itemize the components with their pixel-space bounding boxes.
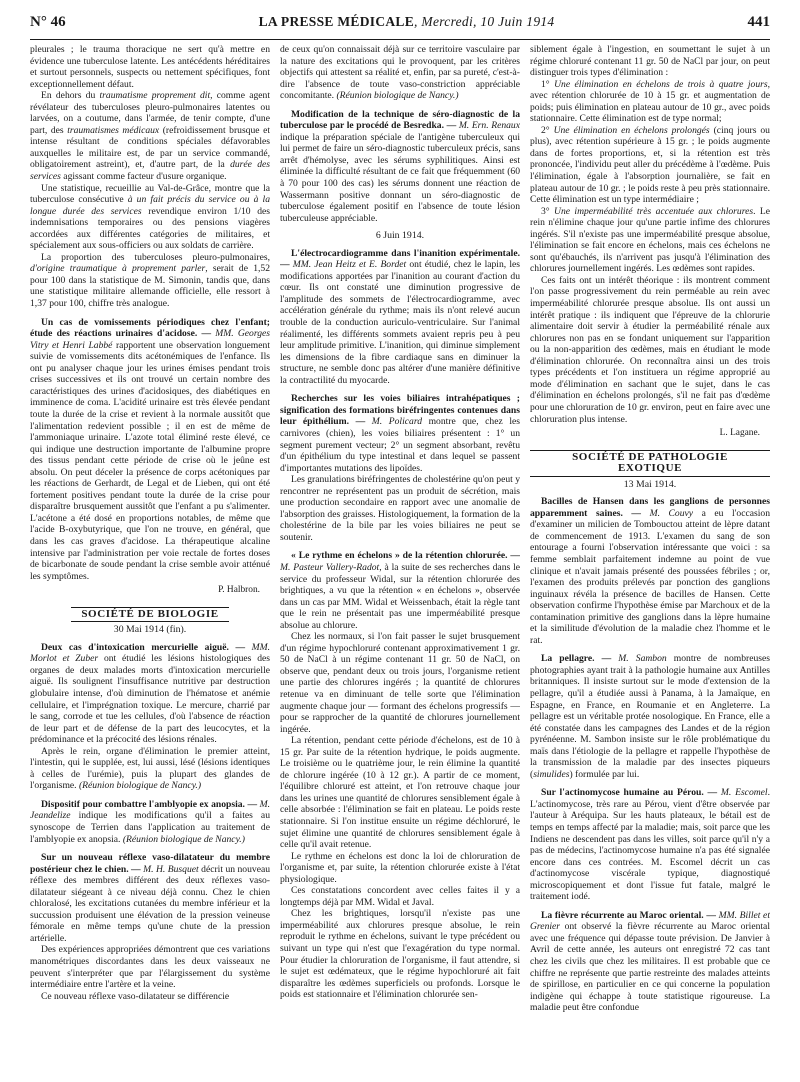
article-title: Bacilles de Hansen dans les ganglions de personnes apparemment saines. — bbox=[530, 496, 770, 519]
session-date: 6 Juin 1914. bbox=[375, 230, 425, 242]
article-rythme-echelons: « Le rythme en échelons » de la rétention chlorurée. — M. Pasteur Vallery-Radot, à la suite de ses recherches dans le service du professeur Widal, sur la rétention chlorurée des brightiques, a vu que la rétention « en échelons », observée dans un cas par MM. Widal et Weissenbach, était la règle tant que le rein ne présentait pas une imperméabilité presque absolue au chlorure. bbox=[280, 550, 520, 631]
issue-number: N° 46 bbox=[30, 14, 66, 30]
article-title: L'électrocardiogramme dans l'inanition expérimentale. — bbox=[280, 247, 520, 271]
article-authors: M. Escomel bbox=[720, 787, 768, 799]
article-title: Un cas de vomissements périodiques chez l'enfant; étude des réactions urinaires d'acidose. — bbox=[30, 316, 270, 340]
paragraph: Chez les normaux, si l'on fait passer le sujet brusquement d'un régime hypochloruré contenant approximativement 1 gr. 50 de NaCl à un régime contenant 11 gr. 50 de NaCl, on observe que, pendant deux ou trois jours, l'organisme retient une partie des chlorures ingérés ; la quantité de chlorures retenue va en diminuant de telle sorte que l'élimination augmente chaque jour — formant des échelons progressifs — pour se rapprocher de la quantité de chlorures journellement ingérée. bbox=[280, 631, 520, 735]
paragraph: Des expériences appropriées démontrent que ces variations manométriques discordantes dans les deux vaisseaux ne peuvent s'interpréter que par l'élargissement du système intermédiaire entre l'artère et la veine. bbox=[30, 944, 270, 991]
paragraph: de ceux qu'on connaissait déjà sur ce territoire vasculaire par la nature des excitations qui le provoquent, par les critères objectifs qui attestent sa réalité et, enfin, par sa pureté, c'est-à-dire l'absence de toute vaso-constriction appréciable concomitante. (Réunion biologique de Nancy.) bbox=[280, 44, 520, 102]
article-bacilles-hansen: Bacilles de Hansen dans les ganglions de personnes apparemment saines. — M. Couvy a eu l'occasion d'examiner un milicien de Tombouctou atteint de lèpre datant de commencement de 1913. L'examen du sang de son entourage a fourni l'observation intéressante que voici : sa femme semblait parfaitement indemne au point de vue clinique et n'avait jamais présenté des poussées fébriles ; or, l'examen des produits prélevés par ponction des ganglions inguinaux révéla la présence de bacilles de Hansen. Cette observation confirme l'hypothèse émise par Marchoux et de la contamination primitive des ganglions dans la lèpre humaine et la similitude d'évolution de la maladie chez l'homme et le rat. bbox=[530, 496, 770, 646]
paragraph: Ces faits ont un intérêt théorique : ils montrent comment l'on passe progressivement du rein perméable au rein avec imperméabilité chlorurée presque absolue. Ils ont aussi un intérêt pratique : ils indiquent que l'épreuve de la chlorurie alimentaire doit servir à étudier la perméabilité rénale aux chlorures non pas en se fondant uniquement sur l'apparition ou la non-apparition des œdèmes, mais en étudiant le mode d'élimination chlorurée. On reconnaîtra ainsi un des trois types précédents et l'on instituera un régime approprié au mode d'élimination en sachant que le sujet, dans le cas d'élimination en échelons prolongés, s'il ne fait pas d'œdème pour une chloruration de 10 gr. environ, peut en faire avec une chloruration plus intense. bbox=[530, 274, 770, 425]
journal-title-line bbox=[259, 14, 555, 30]
article-authors: MM. Georges Vitry et Henri Labbé bbox=[30, 328, 270, 351]
article-authors: M. Pasteur Vallery-Radot bbox=[280, 561, 380, 573]
paragraph: Ce nouveau réflexe vaso-dilatateur se différencie bbox=[41, 990, 230, 1002]
section-date: 13 Mai 1914. bbox=[623, 478, 677, 490]
article-authors: M. Jeandelize bbox=[30, 798, 270, 822]
paragraph: Ces constatations concordent avec celles faites il y a longtemps déjà par MM. Widal et Javal. bbox=[280, 885, 520, 908]
article-amblyopie: Dispositif pour combattre l'amblyopie ex anopsia. — M. Jeandelize indique les modifications qu'il a faites au synoscope de Terrien dans l'application au traitement de l'amblyopie ex anopsia. (Réunion biologique de Nancy.) bbox=[30, 798, 270, 845]
signature: P. Halbron. bbox=[218, 585, 260, 596]
article-title: « Le rythme en échelons » de la rétention chlorurée. — bbox=[291, 550, 520, 562]
paragraph: Le rythme en échelons est donc la loi de chloruration de l'organisme et, par suite, la rétention chlorurée existe à l'état physiologique. bbox=[280, 850, 520, 885]
page-header bbox=[30, 14, 770, 40]
article-voies-biliaires: Recherches sur les voies biliaires intrahépatiques ; signification des formations biréfringentes contenues dans leur épithélium. — M. Policard montre que, chez les carnivores (chien), les voies biliaires présentent : 1° un segment purement vecteur; 2° un segment absorbant, revêtu d'un épithélium du type intestinal et dans lequel se passent d'importantes mutations des lipoïdes. bbox=[280, 393, 520, 474]
section-heading: SOCIÉTÉ DE PATHOLOGIE EXOTIQUE bbox=[530, 450, 770, 477]
paragraph: 2° Une élimination en échelons prolongés (cinq jours ou plus), avec rétention supérieure à 15 gr. ; le poids augmente dans de fortes proportions, et, si la rétention est très prononcée, l'individu peut aller du précédème à l'œdème. Puis l'élimination, égale à l'absorption journalière, se fait en plateau autour de 10 gr. ; le poids reste à peu près stationnaire. Cette élimination est un type intermédiaire ; bbox=[530, 124, 770, 206]
paragraph: 1° Une élimination en échelons de trois à quatre jours, avec rétention chlorurée de 10 à 15 gr. et augmentation de poids; puis élimination en plateau autour de 10 gr., avec poids stationnaire. Cette élimination est de type normal; bbox=[530, 78, 770, 125]
article-electrocardiogramme: L'électrocardiogramme dans l'inanition expérimentale. — MM. Jean Heitz et E. Bordet ont étudié, chez le lapin, les modifications apportées par l'inanition au courant d'action du cœur. Ils ont constaté une diminution progressive de l'amplitude des sommets de l'électrocardiogramme, avec accélération générale du rythme; mais ils n'ont relevé aucun trouble de la conduction auriculo-ventriculaire. Sur l'animal réalimenté, les différents sommets avaient repris peu à peu leur amplitude primitive. L'inanition, qui diminue simplement les dimensions de la fibre cardiaque sans en diminuer la structure, ne semble donc pas altérer d'une manière définitive la contractilité du myocarde. bbox=[280, 247, 520, 386]
paragraph: Chez les brightiques, lorsqu'il n'existe pas une imperméabilité aux chlorures presque absolue, le rein reproduit le rythme en échelons, suivant le type précédent ou suivant un type qui n'est que l'exagération du type normal. Pour étudier la chloruration de l'organisme, il faut attendre, si le sujet est œdémateux, que le régime hypochloruré ait fait disparaître les œdèmes superficiels ou profonds. Lorsque le poids est stationnaire et l'élimination chlorurée sen- bbox=[280, 908, 520, 1001]
article-title: Modification de la technique de séro-diagnostic de la tuberculose par le procédé de Besredka. — bbox=[280, 108, 520, 132]
paragraph: pleurales ; le trauma thoracique ne sert qu'à mettre en évidence une tuberculose latente. Les antécédents héréditaires et surtout personnels, suspects ou nettement spécifiques, font exceptionnellement défaut. bbox=[30, 44, 270, 90]
article-authors: M. Couvy bbox=[649, 507, 694, 519]
column-2 bbox=[280, 44, 520, 1074]
page-number: 441 bbox=[747, 14, 770, 30]
article-pellagre: La pellagre. — M. Sambon montre de nombreuses photographies ayant trait à la pathologie humaine aux Antilles britanniques. Il insiste surtout sur le mode d'extension de la pellagre, qu'il a étudiée aussi à Panama, à la Jamaïque, en Espagne, en France, en Roumanie et en Angleterre. La pellagre est un véritable protée nosologique. En France, elle a été constatée dans les campagnes des Landes et de la région pyrénéenne. M. Sambon insiste sur le rôle problématique du maïs dans l'étiologie de la pellagre et rappelle l'hypothèse de la transmission de la maladie par des insectes piqueurs (simulides) formulée par lui. bbox=[530, 653, 770, 780]
article-authors: MM. Billet et Grenier bbox=[530, 909, 770, 933]
article-vomissements: Un cas de vomissements périodiques chez l'enfant; étude des réactions urinaires d'acidose. — MM. Georges Vitry et Henri Labbé rapportent une observation longuement suivie de vomissements dits acétonémiques de l'enfance. Ils ont pu analyser chaque jour les urines émises pendant trois crises successives et ils ont trouvé un certain nombre des caractéristiques des urines d'acidosiques, des diabétiques en imminence de coma. L'acidité urinaire est très élevée pendant toute la durée de la crise et revient à la normale aussitôt que l'alimentation redevient possible ; il en est de même de l'ammoniaque urinaire. L'azote total éliminé reste élevé, ce qui indique une destruction importante de l'albumine propre des tissus pendant cette période de crise où le jeûne est absolu. On peut déceler la présence de corps acétoniques par les réactions de Gerhardt, de Legal et de Lieben, qui ont été fortement positives pendant toute la durée de la crise pour disparaître brusquement aussitôt que l'enfant a pu s'alimenter. L'acétone a été dosé en proportions notables, de même que l'acide B-oxybutyrique, que l'on ne trouve, en général, que dans les cas graves d'acidose. La thérapeutique alcaline intensive par l'administration per voie rectale de fortes doses de bicarbonate de soude pendant la crise semble avoir atténué les symptômes. bbox=[30, 316, 270, 582]
article-authors: MM. Jean Heitz et E. Bordet bbox=[292, 259, 407, 271]
article-title: Sur l'actinomycose humaine au Pérou. — bbox=[541, 787, 721, 799]
article-intoxication: Deux cas d'intoxication mercurielle aiguë. — MM. Morlot et Zuber ont étudié les lésions histologiques des organes de deux malades morts d'intoxication mercurielle aiguë. Ils soulignent l'insuffisance nutritive par destruction globulaire intense, d'où diminution de l'hématose et anémie cellulaire, et l'imprégnation toxique. Le mercure, charrié par le sang, corrode et tue les cellules, d'où l'absence de réaction de leur part et de défense de la part des leucocytes, et la prédominance et la précocité des lésions rénales. bbox=[30, 641, 270, 746]
article-columns bbox=[30, 44, 770, 1074]
article-authors: MM. Morlot et Zuber bbox=[30, 641, 270, 665]
column-1 bbox=[30, 44, 270, 1074]
article-title: Deux cas d'intoxication mercurielle aiguë. — bbox=[41, 641, 252, 653]
paragraph: Une statistique, recueillie au Val-de-Grâce, montre que la tuberculose consécutive à un fait précis du service ou à la longue durée des services revendique environ 1/10 des indemnisations temporaires ou des pensions viagères accordées aux différentes catégories de militaires, et spécialement aux sous-officiers ou aux soldats de carrière. bbox=[30, 182, 270, 252]
paragraph: La proportion des tuberculoses pleuro-pulmonaires, d'origine traumatique à proprement parler, serait de 1,52 pour 100 dans la statistique de M. Simonin, tandis que, dans une statistique militaire allemande officielle, elle ressort à 1,37 pour 100, chiffre très analogue. bbox=[30, 251, 270, 310]
paragraph: siblement égale à l'ingestion, en soumettant le sujet à un régime chloruré contenant 11 gr. 50 de NaCl par jour, on peut distinguer trois types d'élimination : bbox=[530, 44, 770, 79]
paragraph: Les granulations biréfringentes de cholestérine qu'on peut y rencontrer ne représentent pas un produit de sécrétion, mais une production secondaire en rapport avec une anomalie de l'absorption des graisses. Histologiquement, la formation de la cholestérine de la bile par les voies biliaires ne peut se soutenir. bbox=[280, 474, 520, 543]
article-reflexe: Sur un nouveau réflexe vaso-dilatateur du membre postérieur chez le chien. — M. H. Busquet décrit un nouveau réflexe des membres différent des deux réflexes vaso-dilatateur siégeant à ce niveau déjà connu. Chez le chien chloralosé, les excitations cutanées du membre inférieur et la succussion produisent une élévation de la pression veineuse fémorale en même temps qu'une chute de la pression artérielle. bbox=[30, 852, 270, 944]
section-heading: SOCIÉTÉ DE BIOLOGIE bbox=[30, 607, 270, 623]
article-title: La fièvre récurrente au Maroc oriental. — bbox=[541, 909, 719, 921]
article-serodiagnostic: Modification de la technique de séro-diagnostic de la tuberculose par le procédé de Besredka. — M. Ern. Renaux indique la préparation spéciale de l'antigène tuberculeux qui lui permet de faire un séro-diagnostic tuberculeux précis, sans arrêt d'hémolyse, avec les sérums syphilitiques. Ainsi est éliminée la difficulté résultant de ce fait que fréquemment (60 à 70 pour 100 des cas) les sérums donnent une réaction de Wassermann positive donnant un séro-diagnostic de tuberculose également positif en l'absence de toute lésion tuberculeuse appréciable. bbox=[280, 108, 520, 224]
paragraph: La rétention, pendant cette période d'échelons, est de 10 à 15 gr. Par suite de la rétention hydrique, le poids augmente. Le troisième ou le quatrième jour, le rein élimine la quantité de chlorure ingérée (10 à 12 gr.). A partir de ce moment, l'équilibre chloruré est atteint, et l'on retrouve chaque jour dans les urines une quantité de chlorures sensiblement égale à celle absorbée : l'élimination se fait en plateau. Le poids reste stationnaire. Si l'on institue ensuite un régime déchloruré, le sujet élimine une quantité de chlorures sensiblement égale à celle qu'il avait retenue. bbox=[280, 735, 520, 851]
article-actinomycose: Sur l'actinomycose humaine au Pérou. — M. Escomel. L'actinomycose, très rare au Pérou, vient d'être observée par l'auteur à Aréquipa. Sur les hauts plateaux, le bétail est de temps en temps affecté par la maladie; mais, soit parce que les Indiens ne descendent pas dans les villes, soit parce qu'il n'y a pas de médecins, l'actinomycose humaine n'a pas été signalée encore dans ces contrées. M. Escomel décrit un cas d'actinomycose viscérale typique, diagnostiqué microscopiquement et dont l'issue fut fatale, malgré le traitement iodé. bbox=[530, 787, 770, 903]
article-authors: M. Ern. Renaux bbox=[458, 120, 520, 132]
article-title: Sur un nouveau réflexe vaso-dilatateur du membre postérieur chez le chien. — bbox=[30, 852, 270, 875]
signature: L. Lagane. bbox=[719, 428, 760, 439]
article-authors: M. H. Busquet bbox=[143, 863, 199, 875]
paragraph: En dehors du traumatisme proprement dit, comme agent révélateur des tuberculoses pleuro-pulmonaires latentes ou larvées, on a coutume, dans l'armée, de tenir compte, d'une part, des traumatismes médicaux (refroidissement brusque et intense résultant de conditions spéciales défavorables auxquelles le militaire est, de par un service commandé, obligatoirement astreint), et, d'autre part, de la durée des services agissant comme facteur d'usure organique. bbox=[30, 90, 270, 183]
journal-title: LA PRESSE MÉDICALE bbox=[258, 14, 415, 29]
article-title: Recherches sur les voies biliaires intrahépatiques ; signification des formations biréfringentes contenues dans leur épithélium. — bbox=[280, 393, 520, 428]
paragraph: Après le rein, organe d'élimination le premier atteint, l'intestin, qui le supplée, est, lui aussi, lésé (lésions identiques à celles de l'urémie), puis la plupart des glandes de l'organisme. (Réunion biologique de Nancy.) bbox=[30, 745, 270, 792]
column-3 bbox=[530, 44, 770, 1074]
article-title: La pellagre. — bbox=[541, 653, 619, 665]
article-fievre-recurrente: La fièvre récurrente au Maroc oriental. — MM. Billet et Grenier ont observé la fièvre récurrente au Maroc oriental avec une fréquence qui dépasse toute prévision. De Janvier à Avril de cette année, les auteurs ont enregistré 72 cas tant chez les civils que chez les militaires. Il est probable que ce chiffre ne représente que partie restreinte des malades atteints de spirillose, en particulier en ce qui concerne la population indigène qui échappe à toute statistique rigoureuse. La maladie peut être confondue bbox=[530, 909, 770, 1014]
section-date: 30 Mai 1914 (fin). bbox=[113, 624, 187, 636]
article-authors: M. Policard bbox=[371, 416, 422, 428]
article-title: Dispositif pour combattre l'amblyopie ex anopsia. — bbox=[41, 798, 260, 810]
article-authors: M. Sambon bbox=[618, 653, 667, 665]
paragraph: 3° Une imperméabilité très accentuée aux chlorures. Le rein n'élimine chaque jour qu'une partie infime des chlorures ingérés. S'il n'existe pas une imperméabilité presque absolue, l'élimination se fait encore en échelons, mais ces échelons ne sont qu'ébauchés, ils n'arrivent pas jusqu'à l'élimination des chlorures journellement ingérés. Les œdèmes sont rapides. bbox=[530, 205, 770, 275]
issue-date: , Mercredi, 10 Juin 1914 bbox=[414, 14, 555, 29]
